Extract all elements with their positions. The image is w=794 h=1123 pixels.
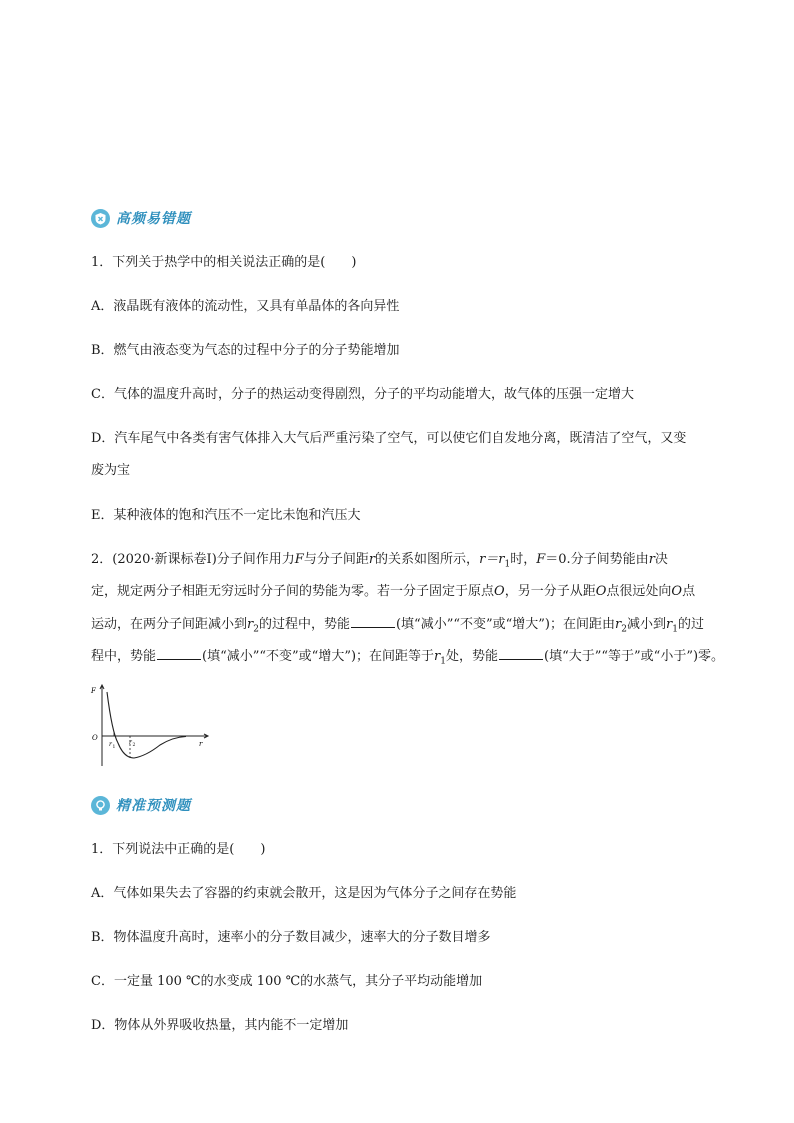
answer-blank[interactable] (499, 647, 543, 660)
option-c: C．气体的温度升高时，分子的热运动变得剧烈，分子的平均动能增大，故气体的压强一定增大 (91, 387, 634, 402)
force-distance-graph (88, 684, 213, 772)
var-O: O (595, 584, 607, 599)
text-span: 2．(2020·新课标卷Ⅰ)分子间作用力 (91, 552, 295, 567)
subscript: 1 (672, 624, 678, 635)
graph-label-r2-sub: 2 (132, 743, 136, 748)
text-span: ＝0.分子间势能由 (545, 552, 649, 567)
bulb-icon (91, 796, 110, 815)
text-span: (填“减小”“不变”或“增大”)；在间距由 (395, 617, 616, 632)
text-span: 运动，在两分子间距减小到 (91, 617, 248, 632)
option-a: A．气体如果失去了容器的约束就会散开，这是因为气体分子之间存在势能 (91, 886, 517, 901)
text-span: (填“大于”“等于”或“小于”)零。 (544, 649, 725, 664)
option-d-line1: D．汽车尾气中各类有害气体排入大气后严重污染了空气，可以使它们自发地分离，既清洁了空气，又变 (91, 431, 687, 446)
var-r: r (615, 617, 622, 632)
text-span: 决 (654, 552, 668, 567)
graph-svg (88, 684, 213, 768)
text-span: 定，规定两分子相距无穷远时分子间的势能为零。若一分子固定于原点 (91, 584, 495, 599)
var-O: O (494, 584, 505, 599)
graph-label-r2: r (129, 739, 132, 746)
var-r: r (434, 649, 441, 664)
text-span: 的过 (677, 617, 704, 632)
option-b: B．物体温度升高时，速率小的分子数目减少，速率大的分子数目增多 (91, 930, 491, 945)
var-r: r (247, 617, 254, 632)
x-shield-icon (91, 209, 110, 228)
subscript: 1 (504, 559, 511, 570)
option-e: E．某种液体的饱和汽压不一定比未饱和汽压大 (91, 508, 361, 523)
question-2-line1 (91, 551, 711, 569)
section-header-gaopin (91, 207, 191, 229)
text-span: ，另一分子从距 (504, 584, 596, 599)
var-r: r (648, 552, 655, 567)
text-span: 的关系如图所示， (375, 552, 480, 567)
text-span: 处，势能 (446, 649, 499, 664)
text-span: 程中，势能 (91, 649, 157, 664)
question-stem: 1．下列说法中正确的是( ) (91, 842, 266, 857)
subscript: 2 (621, 624, 627, 635)
section-title: 高频易错题 (116, 211, 191, 227)
graph-label-F: F (91, 687, 96, 695)
option-b: B．燃气由液态变为气态的过程中分子的分子势能增加 (91, 343, 400, 358)
var-O: O (671, 584, 683, 599)
text-span: 与分子间距 (303, 552, 369, 567)
var-F: F (536, 552, 546, 567)
force-curve (107, 692, 186, 758)
graph-label-r1-sub: 1 (112, 745, 116, 750)
section-title: 精准预测题 (116, 798, 191, 814)
answer-blank[interactable] (157, 647, 201, 660)
question-2-line3 (91, 615, 711, 634)
option-c: C．一定量 100 ℃的水变成 100 ℃的水蒸气，其分子平均动能增加 (91, 974, 483, 989)
question-2-line4 (91, 647, 725, 667)
answer-blank[interactable] (351, 615, 395, 628)
text-span: 时， (510, 552, 537, 567)
subscript: 2 (253, 624, 259, 635)
var-r: r (368, 552, 376, 567)
text-span: 的过程中，势能 (258, 617, 350, 632)
text-span: 点很远处向 (606, 584, 672, 599)
var-F: F (294, 552, 304, 567)
text-span: (填“减小”“不变”或“增大”)；在间距等于 (202, 649, 435, 664)
graph-label-O: O (92, 734, 98, 742)
text-span: 减小到 (626, 617, 666, 632)
text-span: 点 (682, 584, 696, 599)
option-a: A．液晶既有液体的流动性，又具有单晶体的各向异性 (91, 299, 400, 314)
subscript: 1 (440, 656, 446, 667)
var-r-eq: r＝r (479, 552, 505, 567)
section-header-jingzhun (91, 794, 191, 816)
var-r: r (665, 617, 673, 632)
question-stem: 1．下列关于热学中的相关说法正确的是( ) (91, 255, 357, 270)
graph-label-r: r (199, 740, 203, 748)
option-d: D．物体从外界吸收热量，其内能不一定增加 (91, 1018, 349, 1033)
graph-label-r1: r (109, 741, 112, 748)
question-2-line2 (91, 583, 711, 601)
option-d-line2: 废为宝 (91, 463, 131, 478)
